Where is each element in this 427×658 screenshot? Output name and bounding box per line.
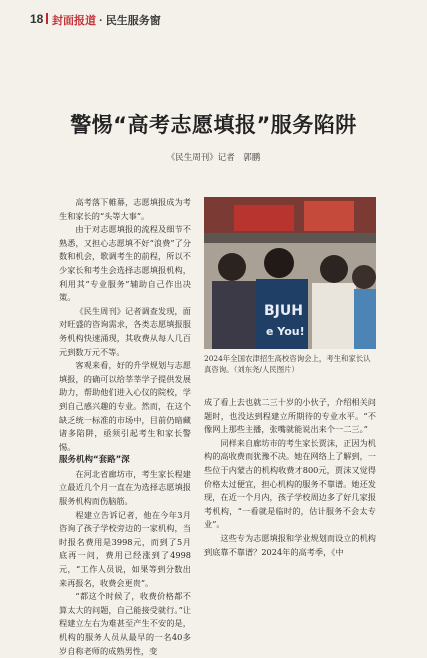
paragraph: 《民生周刊》记者调查发现，面对旺盛的咨询需求，各类志愿填报服务机构快速涌现，其收费从每人几百元到数万元不等。 (59, 305, 191, 357)
photo-caption: 2024年全国农津招生高校咨询会上，考生和家长认真咨询。（刘东尧/人民图片） (204, 354, 371, 374)
section-title (52, 12, 161, 28)
header-divider (46, 13, 48, 24)
svg-text:BJUH: BJUH (264, 303, 303, 319)
subsection-name: 民生服务窗 (105, 15, 161, 27)
paragraph: 这些专为志愿填报和学业规划而设立的机构到底靠不靠谱？2024年的高考季，《中 (204, 532, 376, 557)
page-number: 18 (30, 12, 44, 26)
paragraph: 成了看上去也就二三十岁的小伙子，介绍相关问题时，也没达到程建立所期待的专业水平。“不像网上那些主播，张嘴就能说出来个一二三。” (204, 397, 376, 435)
paragraph: 程建立告诉记者，他在今年3月咨询了孩子学校旁边的一家机构，当时报名费用是3998元，而到了5月底再一问，费用已经涨到了4998元，“工作人员说，如果等到分数出来再报名，收费会更贵”。 (59, 509, 191, 588)
paragraph: 客观来看，好的升学规划与志愿填报，的确可以给莘莘学子提供发展助力，帮助他们进入心仪的院校，学到自己感兴趣的专业。然而，在这个缺乏统一标准的市场中，目前仍暗藏诸多陷阱，亟须引起考生和家长警惕。 (59, 360, 191, 452)
page-header (0, 0, 427, 34)
section-heading: 服务机构“套路”深 (59, 455, 130, 466)
news-photo (204, 197, 376, 349)
paragraph: “都这个时候了，收费价格都不算太大的问题，自己能接受就行。”让程建立左右为难甚至产生不安的是，机构的服务人员从最早的一名40多岁自称老师的成熟男性，变 (59, 591, 191, 656)
intro-column (59, 196, 191, 658)
section-name: 封面报道 (52, 15, 96, 27)
paragraph: 同样来自廊坊市的考生家长贾沫，正因为机构的高收费而犹豫不决。她在网络上了解到，一些位于内蒙古的机构收费才800元，贾沫又觉得价格太过便宜，担心机构的服务不靠谱。她还发现，在近一个月内，孩子学校周边多了好几家报考机构，“一看就是临时的，估计服务不会太专业”。 (204, 437, 376, 530)
svg-text:e You!: e You! (266, 325, 305, 338)
article-byline: 《民生周刊》记者 郭鹏 (166, 153, 261, 163)
photo-illustration (204, 197, 376, 349)
paragraph: 在河北省廊坊市，考生家长程建立最近几个月一直在为选择志愿填报服务机构而伤脑筋。 (59, 468, 191, 507)
article-title: 警惕“高考志愿填报”服务陷阱 (70, 113, 357, 137)
paragraph: 由于对志愿填报的流程及细节不熟悉，又担心志愿填不好“浪费”了分数和机会，歌调考生的前程，所以不少家长和考生会选择志愿填报机构，利用其“专业服务”辅助自己作出决策。 (59, 224, 191, 303)
paragraph: 高考落下帷幕，志愿填报成为考生和家长的“头等大事”。 (59, 197, 191, 221)
right-column (204, 396, 376, 559)
section-separator: · (99, 15, 103, 27)
